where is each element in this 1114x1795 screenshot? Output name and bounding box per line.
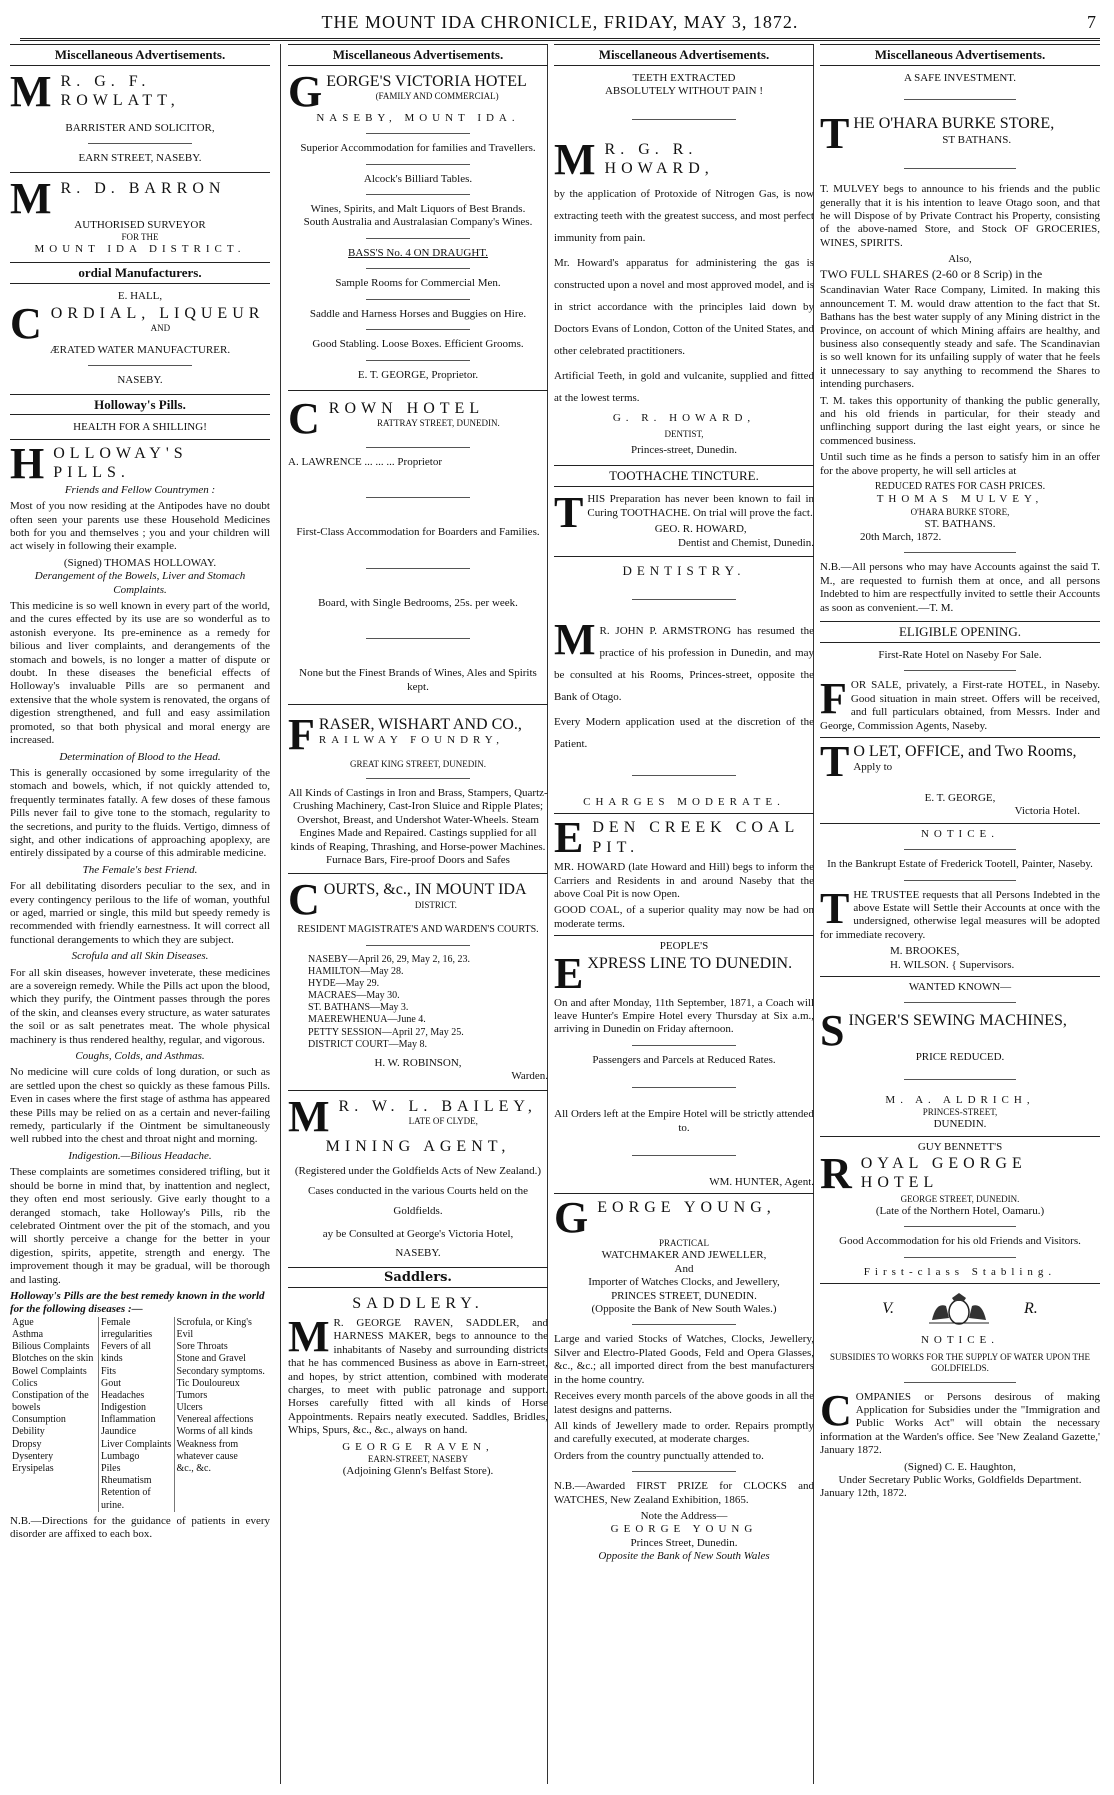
crown-line: Board, with Single Bedrooms, 25s. per week. [318,596,518,609]
toothache-heading: TOOTHACHE TINCTURE. [554,465,814,487]
cordial-name: E. HALL, [117,290,163,303]
page-number: 7 [1087,12,1096,32]
fraser-ad: FRASER, WISHART AND CO., RAILWAY FOUNDRY, GREAT KING STREET, DUNEDIN. All Kinds of Castings in Iron and Brass, Stampers, Quartz-Crushing Machinery, Cast-Iron Sluice and Ripple Plates; Overshot, Breast, and Undershot Water-Wheels. Steam Engines Made and Repaired. Castings supplied for all kinds of Reaping, Thrashing, and Horse-power Machines. Furnace Bars, Fire-proof Doors and Safes [288,709,548,866]
rowlatt-address: EARN STREET, NASEBY. [78,152,202,165]
singer-ad: WANTED KNOWN— SINGER'S SEWING MACHINES, PRICE REDUCED. M. A. ALDRICH, PRINCES-STREET, DUNEDIN. [820,981,1100,1132]
tolet-apply: Apply to [853,761,893,774]
eden-body: MR. HOWARD (late Howard and Hill) begs to inform the Carriers and Residents in and around Naseby that the above Coal Pit is now Open. [554,861,814,901]
holloway-note: N.B.—Directions for the guidance of patients in every disorder are affixed to each box. [10,1514,270,1541]
dentistry-ad: DENTISTRY. M R. JOHN P. ARMSTRONG has resumed the practice of his profession in Dunedin, and may be consulted at his Rooms, Princes-street, opposite the Bank of Otago. Every Modern application used at the discretion of the Patient. CHARGES MODERATE. [554,562,814,808]
dentistry-title: DENTISTRY. [622,562,746,578]
crest-icon [924,1292,994,1326]
courts-ad: COURTS, &c., IN MOUNT IDA DISTRICT. RESIDENT MAGISTRATE'S AND WARDEN'S COURTS. NASEBY—April 26, 29, May 2, 16, 23. HAMILTON—May 28. HYDE—May 29. MACRAES—May 30. ST. BATHANS—May 3. MAEREWHENUA—June 4. PETTY SESSION—April 27, May 25. DISTRICT COURT—May 8. H. W. ROBINSON, Warden. [288,875,548,1083]
rowlatt-name: R. G. F. ROWLATT, [60,72,180,110]
invest-body: T. MULVEY begs to announce to his friends and the public generally that it is his intention to leave Otago soon, and that he will Dispose of by Private Contract his Property, consisting of the above-named Store, and Stock OF GROCERIES, WINES, SPIRITS. [820,183,1100,249]
invest-body: T. M. takes this opportunity of thanking the public generally, and his old friends in particular, for their steady and unflinching support during the last eight years, or since he commenced business. [820,394,1100,447]
crown-street: RATTRAY STREET, DUNEDIN. [377,418,500,429]
drop-cap: M [10,66,57,116]
subsidies-notice: NOTICE. SUBSIDIES TO WORKS FOR THE SUPPLY OF WATER UPON THE GOLDFIELDS. COMPANIES or Persons desirous of making Application for Subsidies under the "Immigration and Public Works Act" will obtain the necessary information at the Warden's office. See 'New Zealand Gazette,' January 1872. (Signed) C. E. Haughton, Under Secretary Public Works, Goldfields Department. January 12th, 1872. [820,1334,1100,1500]
george-line: Sample Rooms for Commercial Men. [335,277,501,290]
eligible-body: OR SALE, privately, a First-rate HOTEL, in Naseby. Good situation in main street. Offers will be received, and full particulars obtained, from Messrs. Inder and George, Commission Agents, Naseby. [820,679,1100,732]
singer-title: INGER'S SEWING MACHINES, [848,1012,1067,1030]
column-header: Miscellaneous Advertisements. [288,44,548,66]
bailey-line: ay be Consulted at George's Victoria Hotel, [322,1227,514,1240]
notice-ad: NOTICE. In the Bankrupt Estate of Frederick Tootell, Painter, Naseby. THE TRUSTEE requests that all Persons Indebted in the above Estate will Settle their Accounts at once with the undersigned, otherwise legal measures will be adopted for immediate recovery. M. BROOKES, H. WILSON. { Supervisors. [820,827,1100,971]
cordial-place: NASEBY. [117,374,163,387]
tolet-title: O LET, OFFICE, and Two Rooms, [853,742,1077,760]
holloway-list-head: Holloway's Pills are the best remedy known in the world for the following diseases :— [10,1289,265,1316]
holloway-title: OLLOWAY'S PILLS. [53,444,188,482]
toothache-sign: GEO. R. HOWARD, [654,523,747,536]
column-header: Miscellaneous Advertisements. [820,44,1100,66]
holloway-heading: Holloway's Pills. [10,394,270,416]
column-3 [554,44,814,1784]
express-ad: PEOPLE'S EXPRESS LINE TO DUNEDIN. On and after Monday, 11th September, 1871, a Coach will leave Hunter's Empire Hotel every Thursday at Six a.m., arriving in Dunedin on Friday afternoon. Passengers and Parcels at Reduced Rates. All Orders left at the Empire Hotel will be strictly attended to. WM. HUNTER, Agent. [554,940,814,1189]
courts-title: OURTS, &c., IN MOUNT IDA [323,881,527,899]
fraser-street: GREAT KING STREET, DUNEDIN. [350,758,486,769]
notice-body: HE TRUSTEE requests that all Persons Indebted in the above Estate will Settle their Accounts at once with the undersigned, otherwise legal measures will be adopted for immediate recovery. [820,888,1100,941]
george-line: Good Stabling. Loose Boxes. Efficient Grooms. [312,338,524,351]
young-street: PRINCES STREET, DUNEDIN. [611,1289,757,1302]
investment-ad: A SAFE INVESTMENT. THE O'HARA BURKE STORE, ST BATHANS. T. MULVEY begs to announce to his friends and the public generally that it is his intention to leave Otago soon, and that he will Dispose of by Private Contract his Property, consisting of the above-named Store, and Stock OF GROCERIES, WINES, SPIRITS. Also, TWO FULL SHARES (2-60 or 8 Scrip) in the Scandinavian Water Race Company, Limited. In making this announcement T. M. would draw attention to the fact that St. Bathans has the best water supply of any Mining district in the Province, on account of which Mining affairs are healthy, and business also consequently steady and safe. The Scandinavian is so well known for its unfailing supply of water that he feels it unnecessary to say anything to recommend the Shares to intending purchasers. T. M. takes this opportunity of thanking the public generally, and his old friends in particular, for their steady and unflinching support during the last eight years, or since he commenced business. Until such time as he finds a person to satisfy him in an offer for the above property, he will sell articles at REDUCED RATES FOR CASH PRICES. THOMAS MULVEY, O'HARA BURKE STORE, ST. BATHANS. 20th March, 1872. N.B.—All persons who may have Accounts against the said T. M., are requested to furnish them at once, and all persons Indebted to him are respectfully invited to settle their Accounts as soon as convenient.—T. M. [820,71,1100,614]
young-address: Princes Street, Dunedin. [630,1536,738,1549]
notice-head: NOTICE. [920,827,1000,840]
teeth-name: R. G. R. HOWARD, [604,140,714,178]
crown-line: None but the Finest Brands of Wines, Ales and Spirits kept. [299,667,537,693]
invest-head: A SAFE INVESTMENT. [904,71,1016,84]
teeth-body: by the application of Protoxide of Nitrogen Gas, is now extracting teeth with the greatest success, and most perfect immunity from pain. [554,187,814,244]
crown-title: ROWN HOTEL [328,399,485,417]
barron-name: R. D. BARRON [60,179,226,197]
bailey-line: Cases conducted in the various Courts held on the Goldfields. [308,1185,528,1217]
george-line: South Australia and Australasian Company's Wines. [303,216,533,229]
tolet-place: Victoria Hotel. [1014,805,1080,818]
bailey-title: MINING AGENT, [325,1137,511,1155]
royal-title: OYAL GEORGE HOTEL [860,1154,1027,1192]
saddlery-title: SADDLERY. [352,1295,484,1313]
george-line: Superior Accommodation for families and Travellers. [300,142,536,155]
invest-place: ST BATHANS. [942,133,1012,146]
toothache-body: HIS Preparation has never been known to fail in Curing TOOTHACHE. On trial will prove the fact. [587,493,814,519]
toothache-ad: THIS Preparation has never been known to fail in Curing TOOTHACHE. On trial will prove the fact. GEO. R. HOWARD, Dentist and Chemist, Dunedin. [554,488,814,549]
young-body: Large and varied Stocks of Watches, Clocks, Jewellery, Silver and Electro-Plated Goods, Feld and Opera Glasses, &c., &c.; all imported direct from the best manufacturers in the home country. [554,1333,814,1386]
george-line: Wines, Spirits, and Malt Liquors of Best Brands. [310,203,526,216]
toothache-role: Dentist and Chemist, Dunedin. [678,536,814,549]
bailey-line: (Registered under the Goldfields Acts of New Zealand.) [294,1165,542,1178]
singer-sign: M. A. ALDRICH, [885,1093,1035,1106]
crown-proprietor: A. LAWRENCE ... ... ... Proprietor [288,455,443,468]
singer-head: WANTED KNOWN— [908,980,1012,993]
holloway-slogan: HEALTH FOR A SHILLING! [73,421,207,434]
holloway-sub: Derangement of the Bowels, Liver and Stomach Complaints. [34,570,246,596]
cordial-heading: ordial Manufacturers. [10,262,270,284]
young-note: Note the Address— [640,1509,728,1522]
saddlery-name: GEORGE RAVEN, [342,1440,494,1453]
singer-street: PRINCES-STREET, [922,1107,998,1118]
holloway-ad: HEALTH FOR A SHILLING! HOLLOWAY'S PILLS. Friends and Fellow Countrymen : Most of you now residing at the Antipodes have no doubt often seen your parents use these Household Medicines both for you and themselves ; you and your children will act wisely in following their example. (Signed) THOMAS HOLLOWAY. Derangement of the Bowels, Liver and Stomach Complaints. This medicine is so well known in every part of the world, and the cures effected by its use are so wonderful as to astonish everyone. Its pre-eminence as a remedy for bilious and liver complaints, and derangements of the stomach and bowels, is no longer a matter of dispute or doubt. In these diseases the beneficial effects of Holloway's invaluable Pills are so permanent and extensive that the whole system is renovated, the organs of digestion strengthened, and full and easy assimilation promoted, so that both physical and moral energy are increased. Determination of Blood to the Head. This is generally occasioned by some irregularity of the stomach and bowels, which, if not quickly attended to, frequently terminates fatally. A few doses of these famous Pills never fail to give tone to the stomach, regularity to the secretions, and purity to the fluids. Vertigo, dimness of sight, and other indications of approaching apoplexy, are entirely dissipated by a course of this admirable medicine. The Female's best Friend. For all debilitating disorders peculiar to the sex, and in every contingency perilous to the life of woman, youthful or aged, married or single, this mild but speedy remedy is recommended with friendly earnestness. It will correct all functional derangements to which they are subject. Scrofula and all Skin Diseases. For all skin diseases, however inveterate, these medicines are a sovereign remedy. While the Pills act upon the blood, which they purify, the Ointment passes through the pores of the skin, and cleanses every structure, as water saturates the soil or as salt penetrates meat. The whole physical machinery is thus rendered healthy, regular, and vigorous. Coughs, Colds, and Asthmas. No medicine will cure colds of long duration, or such as are settled upon the chest so quickly as these famous Pills. Even in cases where the first stage of asthma has appeared these Pills may be relied on as a certain and never-failing remedy, particularly if the Ointment be simultaneously well rubbed into the chest and throat night and morning. Indigestion.—Bilious Headache. These complaints are sometimes considered trifling, but it should be borne in mind that, by inattention and neglect, they often end most seriously. Give early thought to a deranged stomach, take Holloway's Pills, rib the celebrated Ointment over the pit of the stomach, and you will shortly perceive a change for the better in your digestion, spirits, appetite, strength and energy. The improvement though it may be gradual, will be thorough and lasting. Holloway's Pills are the best remedy known in the world for the following diseases :— Ague Asthma Bilious Complaints Blotches on the skin Bowel Complaints Colics Constipation of the bowels Consumption Debility Dropsy Dysentery Erysipelas Female irregularities Fevers of all kinds Fits Gout Headaches Indigestion Inflammation Jaundice Liver Complaints Lumbago Piles Rheumatism Retention of urine. Scrofula, or King's Evil Sore Throats Stone and Gravel Secondary symptoms. Tic Douloureux Tumors Ulcers Venereal affections Worms of all kinds Weakness from whatever cause &c., &c. N.B.—Directions for the guidance of patients in every disorder are affixed to each box. [10,421,270,1541]
royal-late: (Late of the Northern Hotel, Oamaru.) [875,1204,1045,1217]
holloway-paragraph: Most of you now residing at the Antipodes have no doubt often seen your parents use these Household Medicines both for you and themselves ; you and your children will act wisely in following their example. [10,500,270,553]
disease-list: Female irregularities Fevers of all kinds Fits Gout Headaches Indigestion Inflammation Jaundice Liver Complaints Lumbago Piles Rheumatism Retention of urine. [99,1317,175,1512]
holloway-sub: Friends and Fellow Countrymen : [64,483,216,496]
royal-george-ad: GUY BENNETT'S ROYAL GEORGE HOTEL GEORGE STREET, DUNEDIN. (Late of the Northern Hotel, Oamaru.) Good Accommodation for his old Friends and Visitors. First-class Stabling. [820,1141,1100,1280]
young-title: EORGE YOUNG, [597,1199,776,1217]
crest-left: V. [882,1300,894,1318]
bailey-line: NASEBY. [395,1247,441,1260]
tolet-sign: E. T. GEORGE, [924,791,996,804]
young-body: Orders from the country punctually attended to. [554,1449,764,1462]
notice-signer: M. BROOKES, [890,945,960,958]
saddlers-heading: Saddlers. [288,1267,548,1289]
disease-list: Scrofula, or King's Evil Sore Throats Stone and Gravel Secondary symptoms. Tic Douloureux Tumors Ulcers Venereal affections Worms of all kinds Weakness from whatever cause &c., &c. [174,1317,270,1512]
courts-role: Warden. [511,1070,548,1083]
young-address: Opposite the Bank of New South Wales [598,1550,770,1563]
eden-ad: EDEN CREEK COAL PIT. MR. HOWARD (late Howard and Hill) begs to inform the Carriers and Residents in and around Naseby that the above Coal Pit is now Open. GOOD COAL, of a superior quality may now be had on moderate terms. [554,813,814,930]
express-body: On and after Monday, 11th September, 1871, a Coach will leave Hunter's Empire Hotel every Thursday at Six a.m., arriving in Dunedin on Friday afternoon. [554,996,814,1036]
bailey-ad: M R. W. L. BAILEY, LATE OF CLYDE, MINING AGENT, (Registered under the Goldfields Acts of New Zealand.) Cases conducted in the various Courts held on the Goldfields. ay be Consulted at George's Victoria Hotel, NASEBY. [288,1097,548,1261]
bailey-name: R. W. L. BAILEY, [338,1097,537,1115]
holloway-paragraph: For all debilitating disorders peculiar to the sex, and in every contingency perilous to the life of woman, youthful or aged, married or single, this mild but speedy remedy is recommended with friendly earnestness. It will correct all functional derangements to which they are subject. [10,880,270,946]
tolet-ad: T O LET, OFFICE, and Two Rooms, Apply to E. T. GEORGE, Victoria Hotel. [820,742,1100,819]
teeth-role: DENTIST, [664,429,704,440]
notice-signer: H. WILSON. [890,958,949,971]
notice-role: Supervisors. [959,958,1015,971]
teeth-head: ABSOLUTELY WITHOUT PAIN ! [604,85,764,98]
courts-head: RESIDENT MAGISTRATE'S AND WARDEN'S COURTS. [297,924,539,936]
young-prize: N.B.—Awarded FIRST PRIZE for CLOCKS and WATCHES, New Zealand Exhibition, 1865. [554,1480,814,1506]
rowlatt-ad [10,66,270,166]
holloway-sub: The Female's best Friend. [82,863,198,876]
rowlatt-title: BARRISTER AND SOLICITOR, [65,121,215,134]
express-head: PEOPLE'S [659,940,709,953]
george-proprietor: E. T. GEORGE, Proprietor. [357,368,479,381]
column-header: Miscellaneous Advertisements. [554,44,814,66]
george-sub: (FAMILY AND COMMERCIAL) [375,91,499,102]
saddlery-street: EARN-STREET, NASEBY [367,1454,469,1465]
eden-body: GOOD COAL, of a superior quality may now be had on moderate terms. [554,904,814,930]
singer-place: DUNEDIN. [933,1118,987,1131]
eligible-sub: First-Rate Hotel on Naseby For Sale. [878,648,1042,661]
fraser-title: RASER, WISHART AND CO., [318,715,522,733]
notice2-sub: SUBSIDIES TO WORKS FOR THE SUPPLY OF WATER UPON THE GOLDFIELDS. [829,1351,1091,1373]
holloway-sub: Scrofula and all Skin Diseases. [71,950,209,963]
invest-date: 20th March, 1872. [860,530,942,543]
dentistry-body: Every Modern application used at the discretion of the Patient. [554,715,814,750]
dentistry-charges: CHARGES MODERATE. [583,795,785,808]
eden-title: DEN CREEK COAL PIT. [592,819,799,856]
george-hotel-ad: GEORGE'S VICTORIA HOTEL (FAMILY AND COMMERCIAL) NASEBY, MOUNT IDA. Superior Accommodation for families and Travellers. Alcock's Billiard Tables. Wines, Spirits, and Malt Liquors of Best Brands. South Australia and Australasian Company's Wines. BASS'S No. 4 ON DRAUGHT. Sample Rooms for Commercial Men. Saddle and Harness Horses and Buggies on Hire. Good Stabling. Loose Boxes. Efficient Grooms. E. T. GEORGE, Proprietor. [288,72,548,382]
crown-line: First-Class Accommodation for Boarders and Families. [296,526,540,539]
young-body: Receives every month parcels of the above goods in all the latest designs and patterns. [554,1390,814,1416]
teeth-ad: TEETH EXTRACTED ABSOLUTELY WITHOUT PAIN ! M R. G. R. HOWARD, by the application of Protoxide of Nitrogen Gas, is now extracting teeth with the greatest success, and most perfect immunity from pain. Mr. Howard's apparatus for administering the gas is constructed upon a novel and most approved model, and is in strict accordance with the principles laid down by Doctors Evans of London, Cotton of the United States, and other celebrated practitioners. Artificial Teeth, in gold and vulcanite, supplied and fitted at the lowest terms. G. R. HOWARD, DENTIST, Princes-street, Dunedin. [554,71,814,457]
express-line: Passengers and Parcels at Reduced Rates. [592,1053,776,1066]
column-2 [288,44,548,1784]
young-importer: Importer of Watches Clocks, and Jewellery, [588,1276,780,1289]
courts-sub: DISTRICT. [414,899,457,910]
invest-nb: N.B.—All persons who may have Accounts against the said T. M., are requested to furnish them at once, and all persons Indebted to him are respectfully invited to settle their Accounts as soon as convenient.—T. M. [820,561,1100,614]
dentistry-body: R. JOHN P. ARMSTRONG has resumed the practice of his profession in Dunedin, and may be consulted at his Rooms, Princes-street, opposite the Bank of Otago. [554,624,814,703]
young-and: And [674,1262,694,1275]
holloway-sub: Coughs, Colds, and Asthmas. [75,1050,205,1063]
holloway-sub: Determination of Blood to the Head. [59,750,221,763]
barron-ad: M R. D. BARRON AUTHORISED SURVEYOR FOR THE MOUNT IDA DISTRICT. [10,179,270,257]
column-header: Miscellaneous Advertisements. [10,44,270,66]
invest-body: Scandinavian Water Race Company, Limited. In making this announcement T. M. would draw attention to the fact that St. Bathans has the best water supply of any Mining district in the Province, on account of which Mining affairs are healthy, and business also consequently steady and safe. The Scandinavian is so well known for its unfailing supply of water that he feels it unnecessary to say anything to recommend the Shares to intending purchasers. [820,284,1100,391]
cordial-ad: E. HALL, CORDIAL, LIQUEUR AND ÆRATED WATER MANUFACTURER. NASEBY. [10,290,270,387]
invest-sign: THOMAS MULVEY, [876,493,1044,506]
invest-also: Also, [948,253,972,266]
george-title: EORGE'S VICTORIA HOTEL [326,72,527,90]
disease-table [10,1317,270,1512]
courts-list: NASEBY—April 26, 29, May 2, 16, 23. HAMILTON—May 28. HYDE—May 29. MACRAES—May 30. ST. BATHANS—May 3. MAEREWHENUA—June 4. PETTY SESSION—April 27, May 25. DISTRICT COURT—May 8. [308,953,470,1050]
royal-head: GUY BENNETT'S [917,1140,1003,1153]
cordial-line1: ORDIAL, LIQUEUR [50,304,265,322]
teeth-head: TEETH EXTRACTED [632,71,736,84]
royal-street: GEORGE STREET, DUNEDIN. [900,1193,1020,1204]
eligible-heading: ELIGIBLE OPENING. [820,621,1100,643]
george-line: BASS'S No. 4 ON DRAUGHT. [348,246,488,259]
royal-line: Good Accommodation for his old Friends and Visitors. [839,1235,1081,1248]
cordial-line2: ÆRATED WATER MANUFACTURER. [49,343,231,356]
singer-price: PRICE REDUCED. [915,1051,1005,1064]
holloway-signature: (Signed) THOMAS HOLLOWAY. [63,556,217,569]
invest-reduced: REDUCED RATES FOR CASH PRICES. [874,481,1046,493]
express-sign: WM. HUNTER, Agent. [709,1176,814,1189]
notice-estate: In the Bankrupt Estate of Frederick Tootell, Painter, Naseby. [827,858,1093,871]
george-place: NASEBY, MOUNT IDA. [316,111,520,124]
column-1 [10,44,270,1784]
column-4 [820,44,1100,1784]
holloway-sub: Indigestion.—Bilious Headache. [68,1149,212,1162]
notice2-body: OMPANIES or Persons desirous of making Application for Subsidies under the "Immigration and Public Works Act" will obtain the necessary information at the Warden's office. See 'New Zealand Gazette,' January 1872. [820,1390,1100,1457]
masthead-title: THE MOUNT IDA CHRONICLE, FRIDAY, MAY 3, 1872. [321,12,799,32]
invest-body: Until such time as he finds a person to satisfy him in an offer for the above property, he will sell articles at [820,451,1100,477]
george-line: Saddle and Harness Horses and Buggies on Hire. [309,307,527,320]
disease-list: Ague Asthma Bilious Complaints Blotches on the skin Bowel Complaints Colics Constipation of the bowels Consumption Debility Dropsy Dysentery Erysipelas [12,1316,94,1475]
royal-crest [820,1292,1100,1326]
royal-line: First-class Stabling. [863,1265,1057,1278]
saddlery-body: R. GEORGE RAVEN, SADDLER, and HARNESS MAKER, begs to announce to the inhabitants of Naseby and surrounding districts that he has commenced Business as above in Earn-street, and hopes, by strict attention, combined with moderate charges, to meet with public patronage and support. Horses carefully fitted with all kinds of Horse Appointments. Repairs neatly executed. Saddles, Bridles, Whips, Spurs, &c., &c., always on hand. [288,1316,548,1437]
young-body: All kinds of Jewellery made to order. Repairs promptly and carefully executed, at moderate charges. [554,1419,814,1446]
notice2-date: January 12th, 1872. [820,1487,907,1500]
holloway-paragraph: This medicine is so well known in every part of the world, and the cures effected by its use are so wonderful as to astonish everyone. Its pre-eminence as a remedy for bilious and liver complaints, and derangements of the stomach and bowels, is no longer a matter of dispute or doubt. In these diseases the beneficial effects of Holloway's invaluable Pills are so permanent and extensive that the whole system is renovated, the organs of digestion strengthened, and full and easy assimilation promoted, so that both physical and moral energy are increased. [10,600,270,747]
holloway-paragraph: These complaints are sometimes considered trifling, but it should be borne in mind that, by inattention and neglect, they often end most seriously. Give early thought to a deranged stomach, take Holloway's Pills, rib the celebrated Ointment over the pit of the stomach, and you will shortly perceive a change for the better in your digestion, spirits, appetite, strength and energy. The improvement though it may be gradual, will be thorough and lasting. [10,1166,270,1286]
teeth-sign: G. R. HOWARD, [612,411,756,424]
notice2-sign: (Signed) C. E. Haughton, [904,1460,1016,1473]
column-divider [280,44,281,1784]
holloway-paragraph: No medicine will cure colds of long duration, or such as are settled upon the chest so quickly as these famous Pills. Even in cases where the first stage of asthma has appeared these Pills may be relied on as a certain and never-failing remedy, particularly if the Ointment be simultaneously well rubbed into the chest and throat night and morning. [10,1066,270,1146]
bailey-late: LATE OF CLYDE, [408,1116,478,1127]
barron-for: FOR THE [121,232,159,243]
invest-shares: TWO FULL SHARES (2-60 or 8 Scrip) in the [820,266,1043,281]
invest-store: O'HARA BURKE STORE, [910,506,1010,517]
teeth-body: Artificial Teeth, in gold and vulcanite, supplied and fitted at the lowest terms. [554,369,814,404]
express-title: XPRESS LINE TO DUNEDIN. [587,954,793,972]
young-ad: GEORGE YOUNG, PRACTICAL WATCHMAKER AND JEWELLER, And Importer of Watches Clocks, and Jewellery, PRINCES STREET, DUNEDIN. (Opposite the Bank of New South Wales.) Large and varied Stocks of Watches, Clocks, Jewellery, Silver and Electro-Plated Goods, Feld and Opera Glasses, &c., &c.; all imported direct from the best manufacturers in the home country. Receives every month parcels of the above goods in all the latest designs and patterns. All kinds of Jewellery made to order. Repairs promptly and carefully executed, at moderate charges. Orders from the country punctually attended to. N.B.—Awarded FIRST PRIZE for CLOCKS and WATCHES, New Zealand Exhibition, 1865. Note the Address— GEORGE YOUNG Princes Street, Dunedin. Opposite the Bank of New South Wales [554,1193,814,1563]
holloway-paragraph: For all skin diseases, however inveterate, these medicines are a sovereign remedy. While the Pills act upon the blood, which they purify, the Ointment passes through the pores of the skin, and cleanses every structure, as water saturates the soil or as salt penetrates meat. The whole physical machinery is thus rendered healthy, regular, and vigorous. [10,966,270,1046]
express-line: All Orders left at the Empire Hotel will be strictly attended to. [554,1108,814,1134]
teeth-body: Mr. Howard's apparatus for administering the gas is constructed upon a novel and most approved model, and is in strict accordance with the principles laid down by Doctors Evans of London, Cotton of the United States, and other celebrated practitioners. [554,256,814,357]
invest-title: HE O'HARA BURKE STORE, [853,115,1055,133]
notice2-head: NOTICE. [920,1334,1000,1347]
saddlery-adjoin: (Adjoining Glenn's Belfast Store). [342,1464,494,1477]
notice2-role: Under Secretary Public Works, Goldfields Department. [838,1473,1082,1486]
young-trade: WATCHMAKER AND JEWELLER, [601,1249,767,1262]
teeth-address: Princes-street, Dunedin. [631,444,737,457]
cordial-and: AND [150,323,171,334]
saddlery-ad: SADDLERY. M R. GEORGE RAVEN, SADDLER, and HARNESS MAKER, begs to announce to the inhabitants of Naseby and surrounding districts that he has commenced Business as above in Earn-street, and hopes, by strict attention, combined with moderate charges, to meet with public patronage and support. Horses carefully fitted with all kinds of Horse Appointments. Repairs neatly executed. Saddles, Bridles, Whips, Spurs, &c., &c., always on hand. GEORGE RAVEN, EARN-STREET, NASEBY (Adjoining Glenn's Belfast Store). [288,1295,548,1477]
crest-right: R. [1023,1300,1038,1318]
holloway-paragraph: This is generally occasioned by some irregularity of the stomach and bowels, which, if not quickly attended to, frequently terminates fatally. A few doses of these famous Pills never fail to give tone to the stomach, regularity to the secretions, and purity to the fluids. Vertigo, dimness of sight, and other indications of approaching apoplexy, are entirely dissipated by a course of this admirable medicine. [10,766,270,860]
crown-hotel-ad: CROWN HOTEL RATTRAY STREET, DUNEDIN. A. LAWRENCE ... ... ... Proprietor First-Class Accommodation for Boarders and Families. Board, with Single Bedrooms, 25s. per week. None but the Finest Brands of Wines, Ales and Spirits kept. [288,399,548,694]
eligible-ad: First-Rate Hotel on Naseby For Sale. FOR SALE, privately, a First-rate HOTEL, in Naseby. Good situation in main street. Offers will be received, and full particulars obtained, from Messrs. Inder and George, Commission Agents, Naseby. [820,648,1100,732]
george-line: Alcock's Billiard Tables. [363,172,473,185]
invest-place: ST. BATHANS. [924,517,996,530]
young-practical: PRACTICAL [658,1238,709,1249]
barron-district: MOUNT IDA DISTRICT. [34,243,246,256]
fraser-sub: RAILWAY FOUNDRY, [318,734,505,747]
courts-sign: H. W. ROBINSON, [374,1057,462,1070]
masthead [20,8,1100,41]
barron-title: AUTHORISED SURVEYOR [74,218,206,231]
fraser-body: All Kinds of Castings in Iron and Brass, Stampers, Quartz-Crushing Machinery, Cast-Iron Sluice and Ripple Plates; Overshot, Breast, and Undershot Water-Wheels. Steam Engines Made and Repaired. Castings supplied for all kinds of Reaping, Thrashing, and Horse-power Machines. Furnace Bars, Fire-proof Doors and Safes [288,786,548,866]
young-opposite: (Opposite the Bank of New South Wales.) [591,1303,777,1316]
young-address: GEORGE YOUNG [610,1523,758,1536]
